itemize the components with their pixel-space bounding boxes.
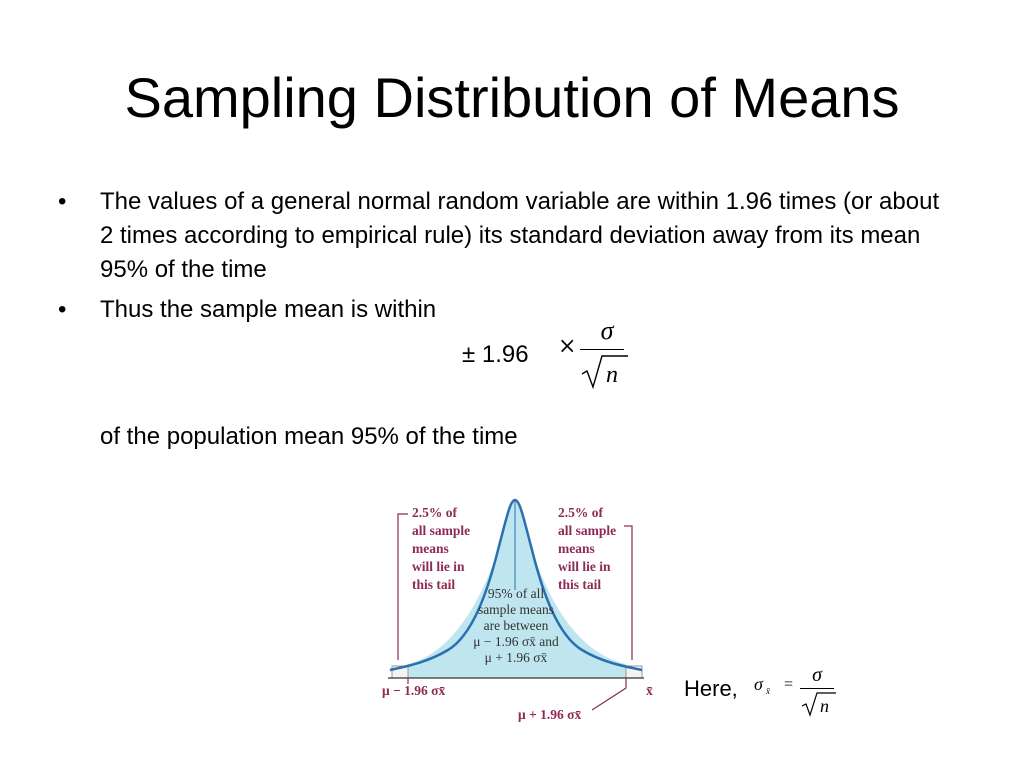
normal-distribution-diagram xyxy=(378,490,668,730)
sqrt-denominator xyxy=(580,354,630,390)
left-bound-label: μ − 1.96 σx̄ xyxy=(382,683,446,698)
here-label: Here, xyxy=(684,676,738,701)
right-tail-label: 2.5% of all sample means will lie in this tail xyxy=(558,505,617,592)
standard-error-formula xyxy=(684,664,844,720)
x-bar-axis-label: x̄ xyxy=(646,683,653,698)
standard-error-fraction-bar xyxy=(800,688,834,689)
sigma-xbar-subscript: x̄ xyxy=(766,686,770,696)
formula-numerator: σ xyxy=(600,316,614,345)
standard-error-numerator: σ xyxy=(812,664,822,686)
standard-error-sqrt-denominator xyxy=(800,691,838,717)
bullet-item xyxy=(58,185,958,287)
tail-text: of the population mean 95% of the time xyxy=(100,423,518,450)
right-bracket xyxy=(624,526,632,660)
right-bound-label: μ + 1.96 σx̄ xyxy=(518,707,582,722)
formula-denominator: n xyxy=(606,362,618,388)
bullet-marker: • xyxy=(58,296,67,323)
right-bound-leader xyxy=(592,678,626,710)
slide-title: Sampling Distribution of Means xyxy=(124,66,900,129)
sigma-xbar-symbol: σ xyxy=(754,674,763,694)
standard-error-denominator: n xyxy=(820,696,829,716)
center-area-label: 95% of all sample means are between μ − 1.96 σx̄ and μ + 1.96 σx̄ xyxy=(473,586,559,665)
fraction-bar xyxy=(580,349,624,350)
bullet-list xyxy=(58,185,958,327)
plus-minus-value: ± 1.96 xyxy=(462,341,529,368)
bullet-text: The values of a general normal random variable are within 1.96 times (or about 2 times according to empirical rule) its standard deviation away from its mean 95% of the time xyxy=(100,188,940,283)
equals-symbol: = xyxy=(784,676,794,693)
times-symbol: × xyxy=(558,334,577,359)
left-bracket xyxy=(398,514,408,660)
bullet-marker: • xyxy=(58,188,67,215)
margin-formula xyxy=(462,316,642,394)
left-tail-label: 2.5% of all sample means will lie in this tail xyxy=(412,505,471,592)
bullet-text: Thus the sample mean is within xyxy=(100,296,437,323)
